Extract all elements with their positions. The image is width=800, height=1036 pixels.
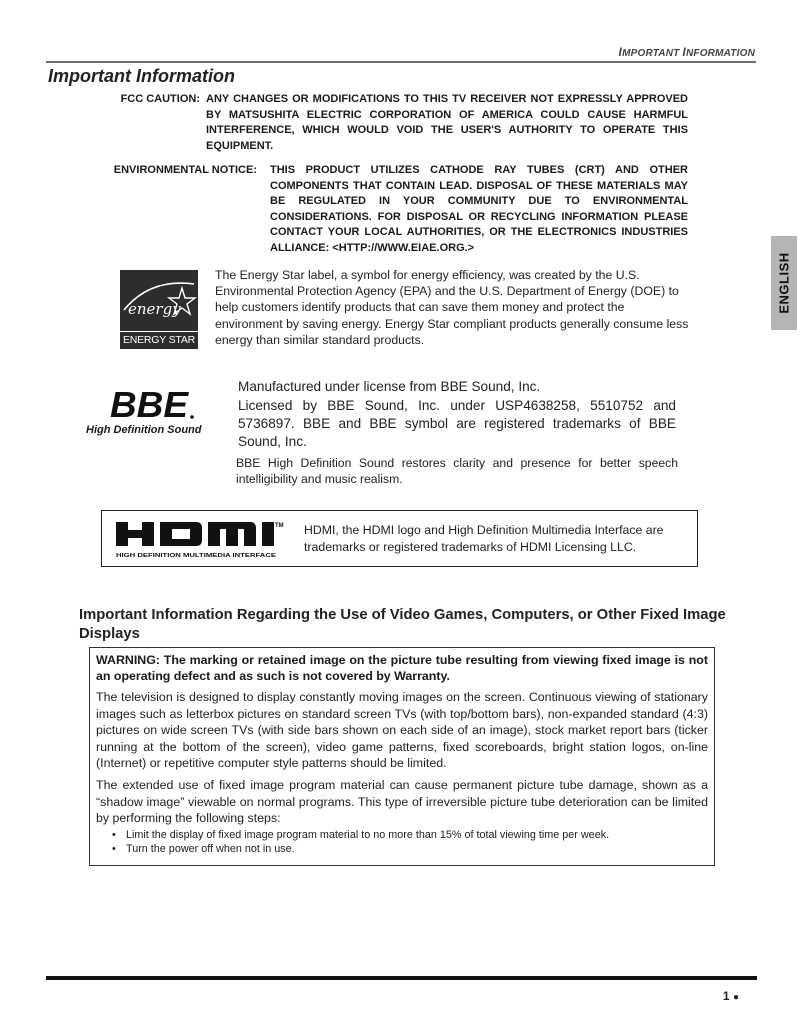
fixed-image-paragraph-1: The television is designed to display constantly moving images on the screen. Continuous viewing of stationary images such as letterbox pictures on standard screen TVs (with top/bottom bars), non-expanded standard (4:3) pictures on wide screen TVs (with side bars shown on each side of an image), stock market report bars (ticker running at the bottom of the screen), video game patterns, fixed scoreboards, bright station logos, on-line (Internet) or repetitive computer style patterns should be limited. (96, 690, 708, 771)
energy-star-logo (120, 270, 198, 349)
environmental-notice-label: ENVIRONMENTAL NOTICE: (113, 164, 257, 176)
bullet-icon: • (112, 828, 116, 841)
energy-star-description: The Energy Star label, a symbol for energy efficiency, was created by the U.S. Environmental Protection Agency (EPA) and the U.S. Department of Energy (DOE) to help customers identify products that can save them money and protect the environment by saving energy. Energy Star compliant products generally consume less energy than similar standard products. (215, 268, 689, 347)
svg-text:HIGH DEFINITION MULTIMEDIA INT: HIGH DEFINITION MULTIMEDIA INTERFACE (116, 553, 277, 559)
list-item (96, 842, 708, 857)
list-item-text: Limit the display of fixed image program material to no more than 15% of total viewing time per week. (126, 828, 610, 841)
fixed-image-steps-list (96, 828, 708, 857)
fixed-image-section-title: Important Information Regarding the Use of Video Games, Computers, or Other Fixed Image Displays (79, 607, 726, 642)
running-header-small: MPORTANT (622, 48, 683, 59)
warning-text: WARNING: The marking or retained image on the picture tube resulting from viewing fixed image is not an operating defect and as such is not covered by Warranty. (96, 653, 708, 683)
language-tab (771, 236, 797, 330)
fixed-image-paragraph-2: The extended use of fixed image program material can cause permanent picture tube damage, shown as a “shadow image” viewable on normal programs. This type of irreversible picture tube deterioration can be limited by performing the following steps: (96, 777, 708, 826)
page-title: Important Information (48, 66, 235, 86)
bbe-logo-icon (108, 385, 196, 421)
svg-text:energy: energy (128, 300, 181, 318)
running-header-cap2: I (682, 45, 686, 59)
energy-star-icon (120, 270, 198, 332)
footer-rule (46, 976, 757, 980)
page-number (723, 989, 739, 1003)
list-item-text: Turn the power off when not in use. (126, 843, 295, 856)
bbe-patent-text: Licensed by BBE Sound, Inc. under USP4638258, 5510752 and 5736897. BBE and BBE symbol are registered trademarks of BBE Sound, Inc. (238, 398, 676, 449)
bbe-caption: High Definition Sound (86, 424, 202, 436)
hdmi-logo-icon (114, 520, 284, 560)
running-header-small2: NFORMATION (685, 48, 755, 59)
bullet-icon: • (112, 843, 116, 856)
running-header-cap: I (618, 45, 623, 59)
header-rule (46, 61, 756, 63)
fcc-caution-text: ANY CHANGES OR MODIFICATIONS TO THIS TV RECEIVER NOT EXPRESSLY APPROVED BY MATSUSHITA ELECTRIC CORPORATION OF AMERICA COULD CAUSE HARMFUL INTERFERENCE, WHICH WOULD VOID THE USER'S AUTHORITY TO OPERATE THIS EQUIPMENT. (206, 93, 688, 152)
hdmi-trademark-text: HDMI, the HDMI logo and High Definition Multimedia Interface are trademarks or registered trademarks of HDMI Licensing LLC. (304, 523, 664, 554)
page-mark-icon: ● (732, 992, 739, 1003)
list-item (96, 828, 708, 843)
fixed-image-warning-box (89, 647, 715, 866)
running-header (619, 45, 755, 59)
environmental-notice-text: THIS PRODUCT UTILIZES CATHODE RAY TUBES (CRT) AND OTHER COMPONENTS THAT CONTAIN LEAD. DISPOSAL OF THESE MATERIALS MAY BE REGULATED IN YOUR COMMUNITY DUE TO ENVIRONMENTAL CONSIDERATIONS. FOR DISPOSAL OR RECYCLING INFORMATION PLEASE CONTACT YOUR LOCAL AUTHORITIES, OR THE ELECTRONICS INDUSTRIES ALLIANCE: <HTTP://WWW.EIAE.ORG.> (270, 164, 688, 254)
energy-star-band: ENERGY STAR (120, 331, 198, 349)
page-number-value: 1 (722, 989, 730, 1003)
svg-text:BBE: BBE (110, 385, 190, 421)
fcc-caution-label: FCC CAUTION: (120, 93, 200, 105)
bbe-description: BBE High Definition Sound restores clarity and presence for better speech intelligibility and music realism. (236, 456, 678, 486)
svg-text:TM: TM (275, 523, 284, 529)
bbe-license-line: Manufactured under license from BBE Sound, Inc. (238, 379, 541, 394)
language-tab-label: ENGLISH (776, 252, 792, 314)
hdmi-notice-box (101, 510, 698, 567)
